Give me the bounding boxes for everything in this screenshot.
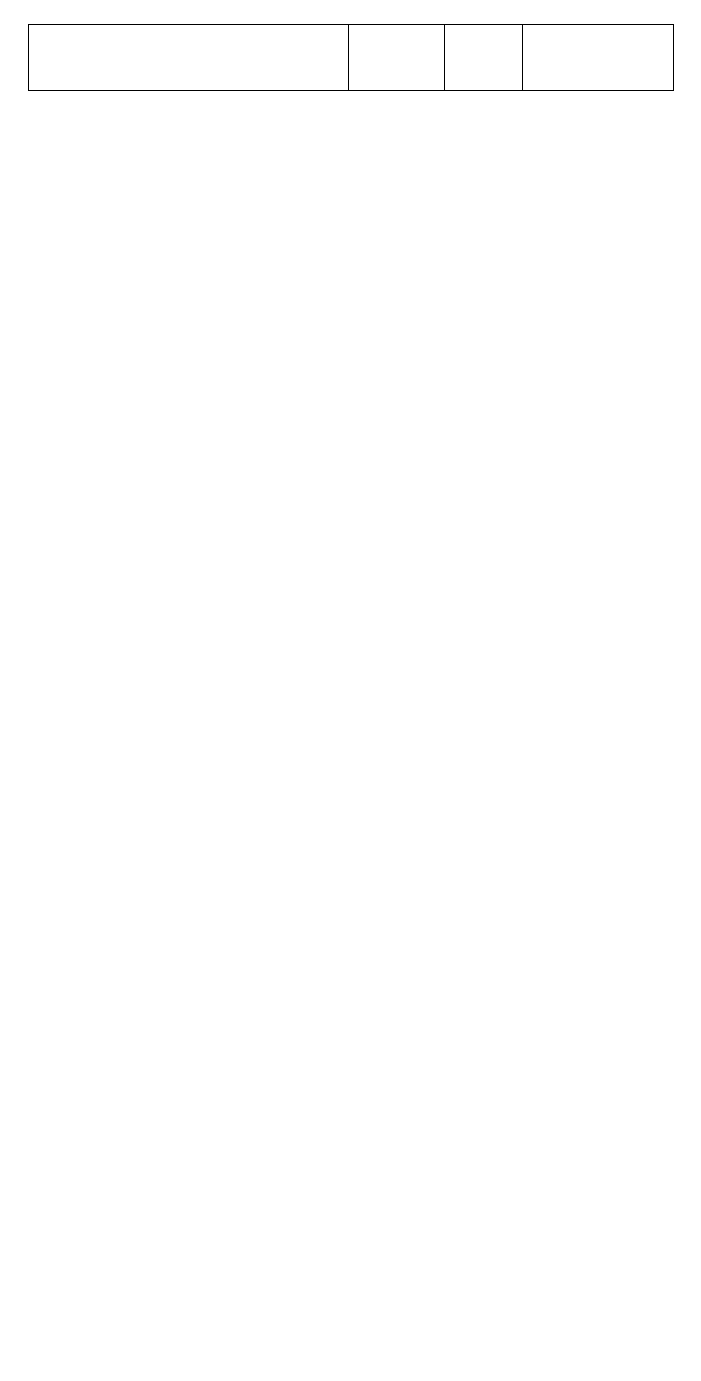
- table-header-row: [29, 25, 674, 91]
- header-category: [523, 25, 674, 91]
- header-reaction: [29, 25, 349, 91]
- header-grade3: [445, 25, 523, 91]
- adverse-reactions-table: [28, 24, 674, 91]
- header-all-grades: [349, 25, 445, 91]
